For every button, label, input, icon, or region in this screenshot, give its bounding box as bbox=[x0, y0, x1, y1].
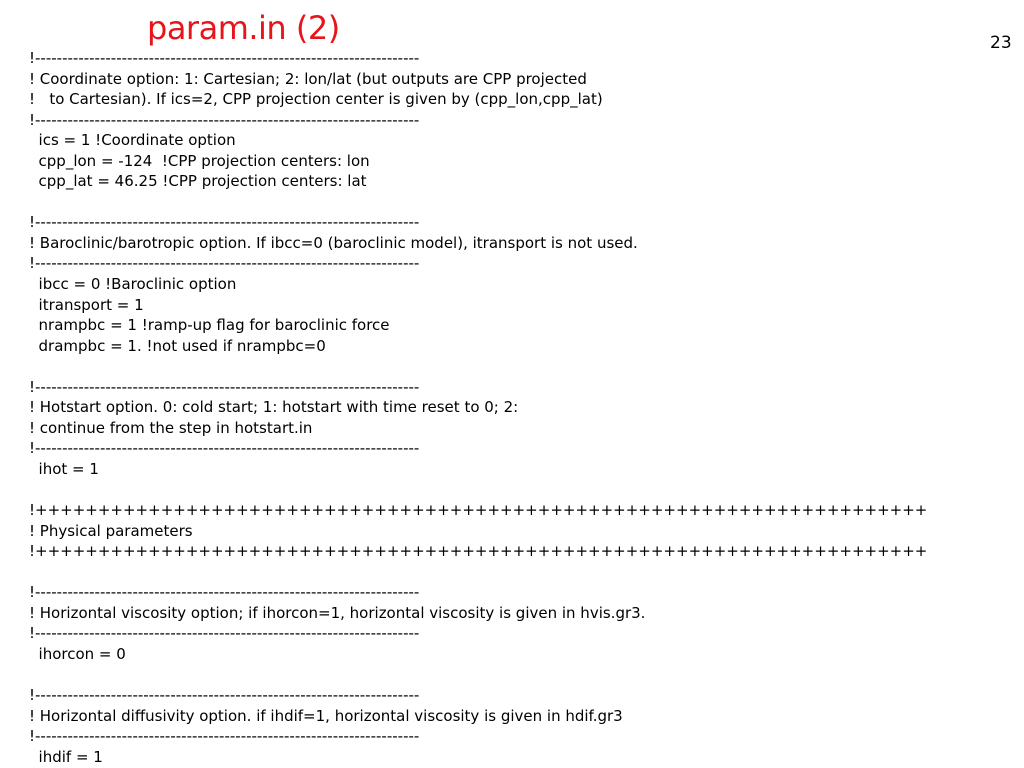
code-line: !----------------------------------------------------------------------- bbox=[29, 110, 420, 129]
code-line: ! Horizontal diffusivity option. if ihdif=1, horizontal viscosity is given in hdif.gr3 bbox=[29, 706, 623, 725]
code-line bbox=[29, 664, 1009, 685]
code-listing bbox=[29, 48, 1009, 767]
code-line: !+++++++++++++++++++++++++++++++++++++++++++++++++++++++++++++++++++++++ bbox=[29, 501, 928, 520]
code-line: ! Hotstart option. 0: cold start; 1: hotstart with time reset to 0; 2: bbox=[29, 398, 519, 417]
code-line: ibcc = 0 !Baroclinic option bbox=[29, 275, 237, 294]
code-line: itransport = 1 bbox=[29, 295, 144, 314]
code-line: ihorcon = 0 bbox=[29, 644, 126, 663]
code-line: ! Horizontal viscosity option; if ihorcon=1, horizontal viscosity is given in hvis.gr3. bbox=[29, 603, 646, 622]
code-line: ! Physical parameters bbox=[29, 521, 193, 540]
code-line: ! Baroclinic/barotropic option. If ibcc=0 (baroclinic model), itransport is not used. bbox=[29, 233, 638, 252]
code-line: !----------------------------------------------------------------------- bbox=[29, 377, 420, 396]
code-line: ! Coordinate option: 1: Cartesian; 2: lon/lat (but outputs are CPP projected bbox=[29, 69, 587, 88]
code-line: ics = 1 !Coordinate option bbox=[29, 131, 236, 150]
code-line: !----------------------------------------------------------------------- bbox=[29, 49, 420, 67]
page-number: 23 bbox=[990, 33, 1012, 53]
code-line: ! to Cartesian). If ics=2, CPP projection center is given by (cpp_lon,cpp_lat) bbox=[29, 90, 603, 109]
code-line bbox=[29, 192, 1009, 213]
code-line: cpp_lat = 46.25 !CPP projection centers: lat bbox=[29, 172, 367, 191]
code-line: nrampbc = 1 !ramp-up flag for baroclinic force bbox=[29, 316, 390, 335]
slide-title: param.in (2) bbox=[147, 9, 340, 47]
code-line: ihdif = 1 bbox=[29, 747, 103, 766]
code-line: !----------------------------------------------------------------------- bbox=[29, 727, 420, 746]
code-line: !----------------------------------------------------------------------- bbox=[29, 685, 420, 704]
code-line: !----------------------------------------------------------------------- bbox=[29, 583, 420, 602]
code-line: drampbc = 1. !not used if nrampbc=0 bbox=[29, 336, 326, 355]
code-line: ihot = 1 bbox=[29, 459, 99, 478]
code-line: !----------------------------------------------------------------------- bbox=[29, 439, 420, 458]
code-line bbox=[29, 479, 1009, 500]
code-line: !+++++++++++++++++++++++++++++++++++++++++++++++++++++++++++++++++++++++ bbox=[29, 542, 928, 561]
code-line bbox=[29, 356, 1009, 377]
code-line bbox=[29, 562, 1009, 583]
code-line: !----------------------------------------------------------------------- bbox=[29, 624, 420, 643]
code-line: cpp_lon = -124 !CPP projection centers: lon bbox=[29, 151, 370, 170]
code-line: !----------------------------------------------------------------------- bbox=[29, 254, 420, 273]
code-line: !----------------------------------------------------------------------- bbox=[29, 213, 420, 232]
code-line: ! continue from the step in hotstart.in bbox=[29, 418, 313, 437]
